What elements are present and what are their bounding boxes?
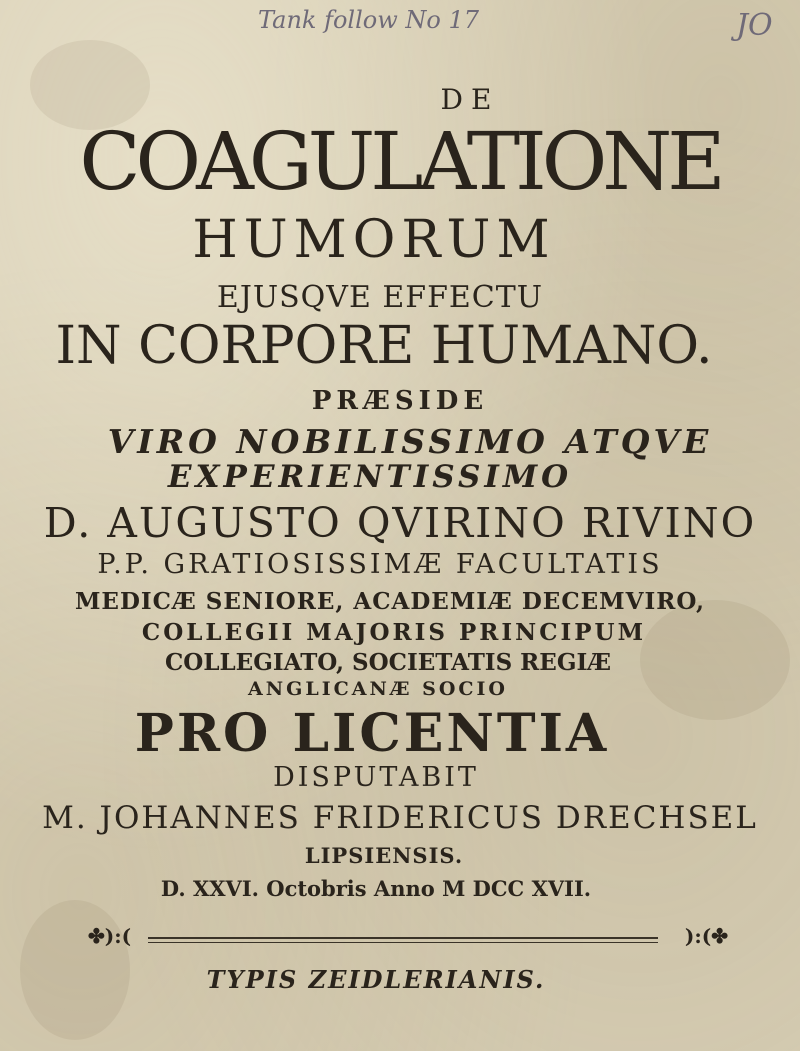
- double-rule: [148, 937, 658, 939]
- fleuron-left: ✤):(: [88, 924, 132, 948]
- augusto-qvirino-rivino: D. AUGUSTO QVIRINO RIVINO: [43, 499, 757, 547]
- handwritten-corner-mark: JO: [736, 8, 773, 43]
- anglicanae-socio: ANGLICANÆ SOCIO: [248, 678, 508, 700]
- viro-nobilissimo: VIRO NOBILISSIMO ATQVE: [107, 422, 713, 461]
- handwritten-note: Tank follow No 17: [258, 6, 480, 34]
- title-in-corpore: IN CORPORE HUMANO.: [55, 316, 713, 376]
- lipsiensis: LIPSIENSIS.: [304, 843, 464, 868]
- collegiato-societatis: COLLEGIATO, SOCIETATIS REGIÆ: [164, 649, 612, 676]
- experientissimo: EXPERIENTISSIMO: [167, 459, 573, 495]
- collegii-majoris: COLLEGII MAJORIS PRINCIPUM: [141, 619, 647, 646]
- title-ejusqve: EJUSQVE EFFECTU: [216, 280, 544, 315]
- fleuron-right: ):(✤: [684, 924, 728, 948]
- ornamental-rule-row: [88, 924, 728, 954]
- printer-imprint: TYPIS ZEIDLERIANIS.: [206, 965, 546, 994]
- praeside: PRÆSIDE: [311, 386, 489, 416]
- title-coagulatione: COAGULATIONE: [79, 115, 721, 208]
- johannes-fridericus-drechsel: M. JOHANNES FRIDERICUS DRECHSEL: [42, 800, 758, 836]
- pp-gratiosissimae: P.P. GRATIOSISSIMÆ FACULTATIS: [97, 549, 663, 580]
- disputation-date: D. XXVI. Octobris Anno M DCC XVII.: [160, 876, 592, 901]
- pro-licentia: PRO LICENTIA: [134, 703, 610, 764]
- title-de: DE: [440, 83, 500, 116]
- medicae-seniore: MEDICÆ SENIORE, ACADEMIÆ DECEMVIRO,: [74, 588, 706, 615]
- title-humorum: HUMORUM: [192, 210, 556, 270]
- disputabit: DISPUTABIT: [273, 762, 479, 793]
